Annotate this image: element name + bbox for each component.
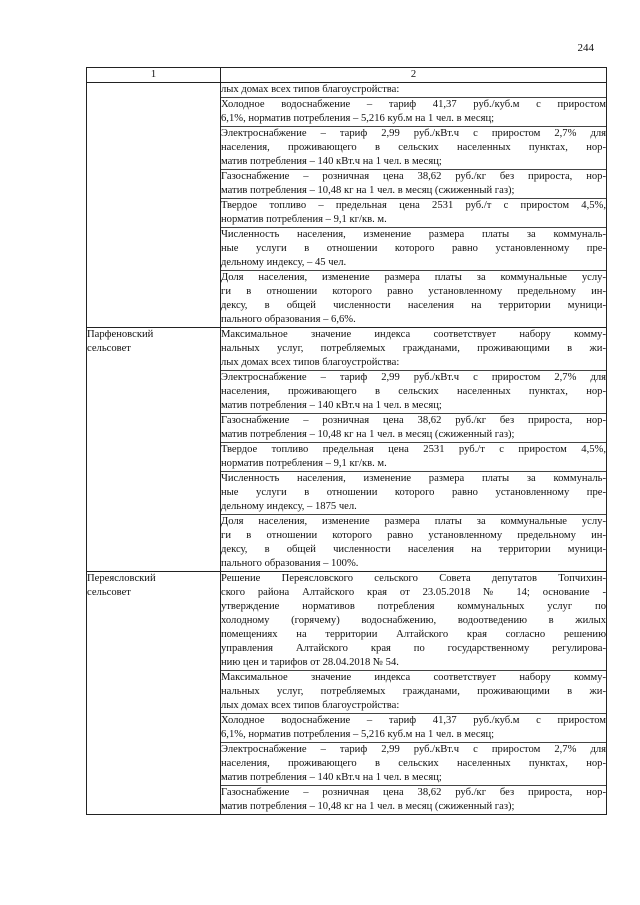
description-paragraph — [221, 714, 606, 743]
text-line: Численность населения, изменение размера платы за коммуналь- — [221, 229, 606, 240]
text-line: Газоснабжение – розничная цена 38,62 руб./кг без прироста, нор- — [221, 415, 606, 426]
text-line: матив потребления – 10,48 кг на 1 чел. в месяц (сжиженный газ); — [221, 185, 515, 196]
text-line: дексу, в общей численности населения на территории муници- — [221, 544, 606, 555]
tariff-table — [86, 67, 607, 815]
description-paragraph — [221, 572, 606, 671]
description-paragraph — [221, 98, 606, 127]
text-line: нию цен и тарифов от 28.04.2018 № 54. — [221, 657, 399, 668]
text-line: норматив потребления – 9,1 кг/кв. м. — [221, 458, 387, 469]
municipality-name-cell — [87, 83, 221, 328]
text-line: ные услуги в отношении которого равно установленному пре- — [221, 487, 606, 498]
text-line: дельному индексу, – 45 чел. — [221, 257, 347, 268]
text-line: лых домах всех типов благоустройства: — [221, 700, 400, 711]
text-line: ги в отношении которого равно установленному предельному ин- — [221, 286, 606, 297]
text-line: Численность населения, изменение размера платы за коммуналь- — [221, 473, 606, 484]
text-line: Газоснабжение – розничная цена 38,62 руб./кг без прироста, нор- — [221, 787, 606, 798]
text-line: Электроснабжение – тариф 2,99 руб./кВт.ч с приростом 2,7% для — [221, 744, 606, 755]
text-line: Твердое топливо – предельная цена 2531 руб./т с приростом 4,5%, — [221, 200, 606, 211]
description-paragraph — [221, 271, 606, 327]
text-line: лых домах всех типов благоустройства: — [221, 84, 400, 95]
description-paragraph — [221, 671, 606, 714]
text-line: нальных услуг, потребляемых гражданами, проживающими в жи- — [221, 686, 606, 697]
text-line: матив потребления – 140 кВт.ч на 1 чел. в месяц; — [221, 400, 442, 411]
text-line: 6,1%, норматив потребления – 5,216 куб.м на 1 чел. в месяц; — [221, 729, 495, 740]
description-paragraph — [221, 170, 606, 199]
header-col-2: 2 — [221, 68, 607, 83]
description-paragraph — [221, 127, 606, 170]
municipality-name-cell — [87, 328, 221, 572]
text-line: Доля населения, изменение размера платы за коммунальные услу- — [221, 272, 606, 283]
text-line: ского района Алтайского края от 23.05.2018 № 14; основание - — [221, 587, 606, 598]
text-line: ные услуги в отношении которого равно установленному пре- — [221, 243, 606, 254]
description-paragraph — [221, 199, 606, 228]
text-line: Решение Переясловского сельского Совета депутатов Топчихин- — [221, 573, 606, 584]
text-line: утверждение нормативов потребления коммунальных услуг по — [221, 601, 606, 612]
header-row — [87, 68, 607, 83]
municipality-name-cell — [87, 572, 221, 815]
tariff-description-cell — [221, 572, 607, 815]
text-line: Твердое топливо предельная цена 2531 руб./т с приростом 4,5%, — [221, 444, 606, 455]
text-line: населения, проживающего в сельских населенных пунктах, нор- — [221, 386, 606, 397]
description-paragraph — [221, 443, 606, 472]
text-line: Электроснабжение – тариф 2,99 руб./кВт.ч с приростом 2,7% для — [221, 128, 606, 139]
municipality-name-line: сельсовет — [87, 587, 131, 598]
table-row — [87, 328, 607, 572]
text-line: дексу, в общей численности населения на территории муници- — [221, 300, 606, 311]
text-line: Холодное водоснабжение – тариф 41,37 руб./куб.м с приростом — [221, 99, 606, 110]
municipality-name-line: сельсовет — [87, 343, 131, 354]
text-line: населения, проживающего в сельских населенных пунктах, нор- — [221, 758, 606, 769]
text-line: Максимальное значение индекса соответствует набору комму- — [221, 329, 606, 340]
text-line: 6,1%, норматив потребления – 5,216 куб.м на 1 чел. в месяц; — [221, 113, 495, 124]
description-paragraph — [221, 228, 606, 271]
text-line: норматив потребления – 9,1 кг/кв. м. — [221, 214, 387, 225]
description-paragraph — [221, 371, 606, 414]
table-body — [87, 83, 607, 815]
table-row — [87, 572, 607, 815]
tariff-description-cell — [221, 83, 607, 328]
description-paragraph — [221, 328, 606, 371]
text-line: Электроснабжение – тариф 2,99 руб./кВт.ч с приростом 2,7% для — [221, 372, 606, 383]
text-line: дельному индексу, – 1875 чел. — [221, 501, 357, 512]
description-paragraph — [221, 743, 606, 786]
text-line: пального образования – 6,6%. — [221, 314, 356, 325]
text-line: лых домах всех типов благоустройства: — [221, 357, 400, 368]
text-line: ги в отношении которого равно установленному предельному ин- — [221, 530, 606, 541]
text-line: матив потребления – 10,48 кг на 1 чел. в месяц (сжиженный газ); — [221, 429, 515, 440]
text-line: матив потребления – 140 кВт.ч на 1 чел. в месяц; — [221, 772, 442, 783]
text-line: населения, проживающего в сельских населенных пунктах, нор- — [221, 142, 606, 153]
text-line: помещениях на территории Алтайского края согласно решению — [221, 629, 606, 640]
text-line: пального образования – 100%. — [221, 558, 359, 569]
text-line: управления Алтайского края по государственному регулирова- — [221, 643, 606, 654]
description-paragraph — [221, 472, 606, 515]
header-col-1: 1 — [87, 68, 221, 83]
municipality-name-line: Переясловский — [87, 573, 156, 584]
text-line: матив потребления – 10,48 кг на 1 чел. в месяц (сжиженный газ); — [221, 801, 515, 812]
description-paragraph — [221, 786, 606, 814]
tariff-description-cell — [221, 328, 607, 572]
text-line: Газоснабжение – розничная цена 38,62 руб./кг без прироста, нор- — [221, 171, 606, 182]
page-number: 244 — [577, 42, 594, 54]
text-line: Максимальное значение индекса соответствует набору комму- — [221, 672, 606, 683]
text-line: матив потребления – 140 кВт.ч на 1 чел. в месяц; — [221, 156, 442, 167]
table-row — [87, 83, 607, 328]
text-line: Доля населения, изменение размера платы за коммунальные услу- — [221, 516, 606, 527]
description-paragraph — [221, 414, 606, 443]
text-line: холодному (горячему) водоснабжению, водоотведению в жилых — [221, 615, 606, 626]
municipality-name-line: Парфеновский — [87, 329, 154, 340]
description-paragraph — [221, 83, 606, 98]
text-line: нальных услуг, потребляемых гражданами, проживающими в жи- — [221, 343, 606, 354]
description-paragraph — [221, 515, 606, 571]
text-line: Холодное водоснабжение – тариф 41,37 руб./куб.м с приростом — [221, 715, 606, 726]
